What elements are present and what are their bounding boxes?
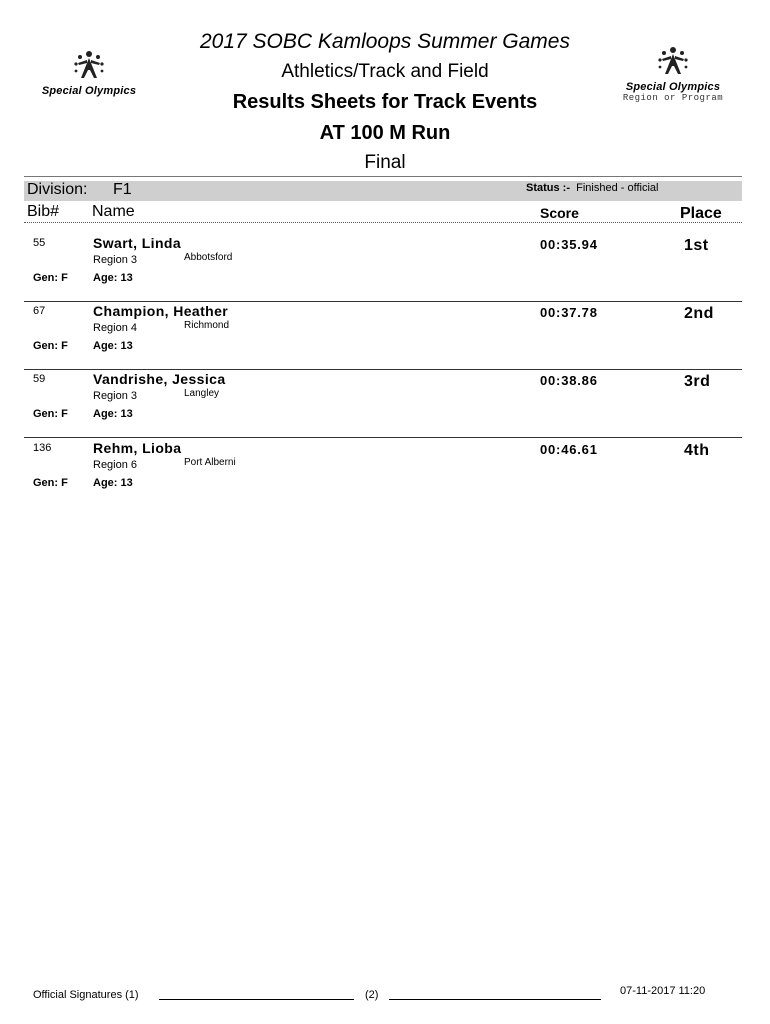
athlete-age: Age: 13: [93, 340, 133, 352]
bib-number: 136: [33, 442, 52, 454]
athlete-name: Champion, Heather: [93, 303, 229, 319]
round-name: Final: [364, 152, 406, 173]
result-score: 00:38.86: [540, 373, 598, 388]
athlete-region: Region 3: [93, 254, 138, 266]
result-score: 00:35.94: [540, 237, 598, 252]
athlete-gender: Gen: F: [33, 272, 68, 284]
column-header-name: Name: [92, 203, 135, 220]
athlete-name: Swart, Linda: [93, 235, 182, 251]
sport-title: Athletics/Track and Field: [281, 61, 489, 82]
status-label: Status :-: [526, 182, 570, 194]
signatures-label: Official Signatures (1): [33, 989, 139, 1001]
result-score: 00:46.61: [540, 442, 598, 457]
athlete-age: Age: 13: [93, 272, 133, 284]
event-name: AT 100 M Run: [319, 122, 451, 144]
event-title: 2017 SOBC Kamloops Summer Games: [200, 30, 570, 53]
result-place: 1st: [684, 237, 709, 254]
athlete-name: Vandrishe, Jessica: [93, 371, 226, 387]
print-timestamp: 07-11-2017 11:20: [620, 985, 706, 997]
header-divider: [24, 176, 742, 177]
row-divider: [24, 369, 742, 370]
division-value: F1: [113, 181, 132, 198]
athlete-region: Region 3: [93, 390, 138, 402]
logo-left-brand: Special Olympics: [41, 85, 137, 97]
result-score: 00:37.78: [540, 305, 598, 320]
athlete-gender: Gen: F: [33, 340, 68, 352]
column-header-bib: Bib#: [27, 203, 60, 220]
athlete-city: Abbotsford: [184, 252, 233, 263]
result-place: 3rd: [684, 373, 711, 390]
status: [526, 182, 658, 194]
result-place: 4th: [684, 442, 710, 459]
athlete-city: Langley: [184, 388, 220, 399]
athlete-name: Rehm, Lioba: [93, 440, 182, 456]
row-divider: [24, 301, 742, 302]
signature-line-1[interactable]: [159, 999, 354, 1000]
signature-line-2[interactable]: [389, 999, 601, 1000]
result-place: 2nd: [684, 305, 714, 322]
athlete-age: Age: 13: [93, 477, 133, 489]
result-row: [0, 373, 770, 441]
athlete-city: Port Alberni: [184, 457, 236, 468]
status-value: Finished - official: [576, 182, 659, 194]
athlete-gender: Gen: F: [33, 477, 68, 489]
signature-2-label: (2): [365, 989, 379, 1001]
division-label: Division:: [27, 181, 88, 198]
row-divider: [24, 437, 742, 438]
bib-number: 59: [33, 373, 46, 385]
athlete-region: Region 6: [93, 459, 138, 471]
bib-number: 67: [33, 305, 46, 317]
column-header-place: Place: [680, 205, 722, 222]
logo-right-brand: Special Olympics: [625, 81, 721, 93]
sheet-title: Results Sheets for Track Events: [232, 91, 538, 113]
column-header-score: Score: [540, 205, 579, 221]
athlete-age: Age: 13: [93, 408, 133, 420]
athlete-gender: Gen: F: [33, 408, 68, 420]
result-row: [0, 442, 770, 510]
result-row: [0, 237, 770, 305]
bib-number: 55: [33, 237, 46, 249]
athlete-city: Richmond: [184, 320, 230, 331]
logo-right-subtitle: Region or Program: [622, 93, 724, 103]
column-header-divider: [24, 222, 742, 223]
athlete-region: Region 4: [93, 322, 138, 334]
result-row: [0, 305, 770, 373]
